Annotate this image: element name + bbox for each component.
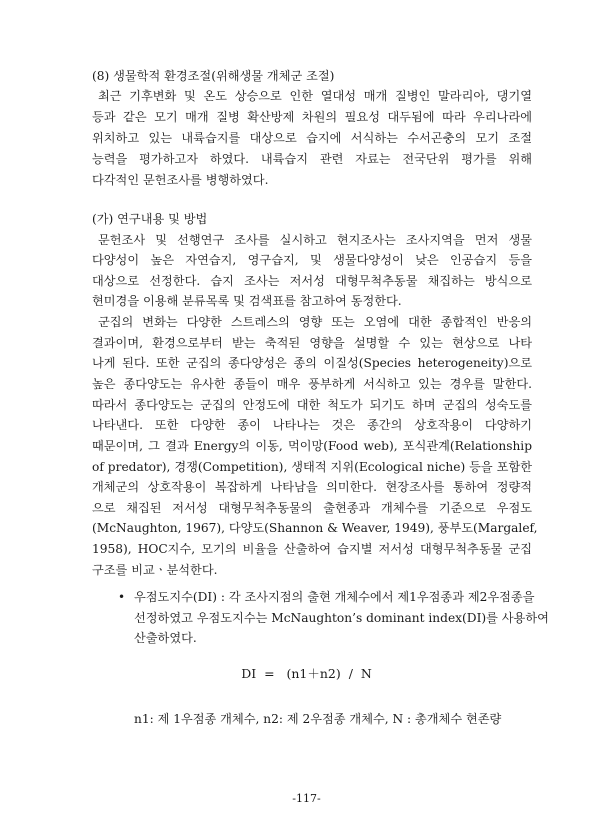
paragraph-line: 나타낸다. 또한 다양한 종이 나타나는 것은 종간의 상호작용이 다양하기 [92,418,532,432]
paragraph-line: 군집의 변화는 다양한 스트레스의 영향 또는 오염에 대한 종합적인 반응의 [98,315,532,329]
paragraph-line: 대상으로 선정한다. 습지 조사는 저서성 대형무척추동물 채집하는 방식으로 [92,274,532,288]
paragraph-line: 높은 종다양도는 유사한 종들이 매우 풍부하게 서식하고 있는 경우를 말한다. [92,377,532,391]
formula: DI = (n1＋n2) / N [241,666,372,681]
paragraph-line: 문헌조사 및 선행연구 조사를 실시하고 현지조사는 조사지역을 먼저 생물 [98,233,532,247]
paragraph-line: 능력을 평가하고자 하였다. 내륙습지 관련 자료는 전국단위 평가를 위해 [92,152,532,166]
paragraph-line: 따라서 종다양도는 군집의 안정도에 대한 척도가 되기도 하며 군집의 성숙도를 [92,398,532,412]
paragraph-line: 1958), HOC지수, 모기의 비율을 산출하여 습지별 저서성 대형무척추동물 군집 [92,542,532,556]
paragraph-line: 현미경을 이용해 분류목록 및 검색표를 참고하여 동정한다. [92,294,402,308]
paragraph-line: 다양성이 높은 자연습지, 영구습지, 및 생물다양성이 낮은 인공습지 등을 [92,253,532,267]
paragraph-line: (McNaughton, 1967), 다양도(Shannon & Weaver, 1949), 풍부도(Margalef, [92,521,538,535]
paragraph-line: 나게 된다. 또한 군집의 종다양성은 종의 이질성(Species heterogeneity)으로 [92,356,532,370]
paragraph-line: of predator), 경쟁(Competition), 생태적 지위(Ecological niche) 등을 포함한 [92,460,532,474]
paragraph-line: 다각적인 문헌조사를 병행하였다. [92,173,269,187]
bullet-marker: • [118,590,126,604]
formula-legend: n1: 제 1우점종 개체수, n2: 제 2우점종 개체수, N : 총개체수 현존량 [134,712,502,726]
paragraph-line: 때문이며, 그 결과 Energy의 이동, 먹이망(Food web), 포식관계(Relationship [92,439,532,453]
section-heading: (8) 생물학적 환경조절(위해생물 개체군 조절) [92,69,335,83]
bullet-line: 산출하였다. [134,631,197,645]
paragraph-line: 으로 채집된 저서성 대형무척추동물의 출현종과 개체수를 기준으로 우점도 [92,501,532,515]
bullet-line: 우점도지수(DI) : 각 조사지점의 출현 개체수에서 제1우점종과 제2우점종을 [134,590,535,604]
subsection-heading: (가) 연구내용 및 방법 [92,212,208,226]
page-number: -117- [292,792,321,805]
paragraph-line: 위치하고 있는 내륙습지를 대상으로 습지에 서식하는 수서곤충의 모기 조절 [92,131,532,145]
paragraph-line: 등과 같은 모기 매개 질병 확산방제 차원의 필요성 대두됨에 따라 우리나라에 [92,110,532,124]
paragraph-line: 구조를 비교ㆍ분석한다. [92,563,218,577]
bullet-line: 선정하였고 우점도지수는 McNaughton’s dominant index(DI)를 사용하여 [134,611,549,625]
paragraph-line: 결과이며, 환경으로부터 받는 축적된 영향을 설명할 수 있는 현상으로 나타 [92,336,532,350]
paragraph-line: 개체군의 상호작용이 복잡하게 나타남을 의미한다. 현장조사를 통하여 정량적 [92,480,532,494]
paragraph-line: 최근 기후변화 및 온도 상승으로 인한 열대성 매개 질병인 말라리아, 댕기열 [98,89,532,103]
